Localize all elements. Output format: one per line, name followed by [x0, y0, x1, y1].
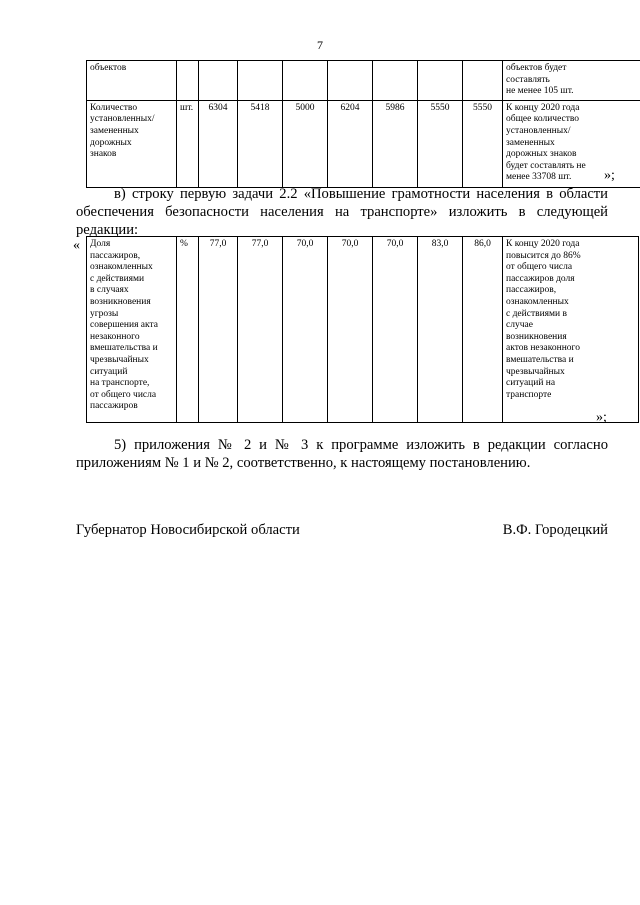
note-line: ситуаций на — [506, 378, 556, 389]
indicator-name-line: пассажиров — [90, 401, 138, 412]
note-line: с действиями в — [506, 308, 567, 319]
paragraph-v-line-3: редакции: — [76, 222, 139, 238]
value-cell: 70,0 — [328, 237, 373, 423]
note-cell — [503, 237, 639, 423]
indicators-table-continuation — [86, 60, 640, 188]
note-line: К концу 2020 года — [506, 102, 580, 113]
note-line: чрезвычайных — [506, 366, 565, 377]
indicator-name-line: совершения акта — [90, 320, 158, 331]
indicator-name-line: замененных — [90, 125, 139, 136]
signatory-name: В.Ф. Городецкий — [502, 522, 608, 538]
note-line: пассажиров, — [506, 285, 557, 296]
note-line: К концу 2020 года — [506, 239, 580, 249]
value-cell — [283, 61, 328, 101]
indicator-name-line: знаков — [90, 149, 117, 160]
value-cell — [238, 61, 283, 101]
paragraph-5-line-2: приложениям № 1 и № 2, соответственно, к настоящему постановлению. — [76, 455, 531, 471]
note-cell — [503, 100, 640, 187]
indicator-name-line: установленных/ — [90, 114, 155, 125]
text-line: обеспечения безопасности населения на транспорте» изложить в следующей — [76, 204, 608, 220]
indicator-name-line: с действиями — [90, 273, 145, 284]
indicator-name-line: Количество — [90, 102, 138, 113]
indicator-name-line: незаконного — [90, 331, 140, 342]
indicator-name-line: объектов — [90, 63, 127, 73]
note-line: повысится до 86% — [506, 250, 581, 261]
closing-quote-mark: »; — [604, 168, 615, 183]
note-line: случае — [506, 320, 533, 331]
unit-cell: % — [177, 237, 199, 423]
value-cell: 70,0 — [283, 237, 328, 423]
note-line: возникновения — [506, 331, 567, 342]
note-line: вмешательства и — [506, 354, 574, 365]
indicator-name-line: вмешательства и — [90, 343, 158, 354]
table-row — [87, 61, 640, 101]
unit-cell — [177, 61, 199, 101]
note-line: составлять — [506, 74, 550, 85]
value-cell: 5986 — [373, 100, 418, 187]
value-cell: 70,0 — [373, 237, 418, 423]
closing-quote-mark: »; — [596, 410, 607, 425]
note-line: установленных/ — [506, 125, 571, 136]
value-cell: 5550 — [418, 100, 463, 187]
text-line: 5) приложения № 2 и № 3 к программе изложить в редакции согласно — [114, 437, 608, 453]
note-line: менее 33708 шт. — [506, 172, 572, 183]
page-number: 7 — [317, 38, 323, 52]
note-line: транспорте — [506, 389, 552, 400]
indicator-name-line: угрозы — [90, 308, 119, 319]
note-line: общее количество — [506, 114, 580, 125]
text-line: в) строку первую задачи 2.2 «Повышение грамотности населения в области — [114, 186, 608, 202]
value-cell: 83,0 — [418, 237, 463, 423]
paragraph-v-line-2 — [76, 203, 608, 221]
indicator-name-line: пассажиров, — [90, 250, 141, 261]
value-cell: 5550 — [463, 100, 503, 187]
note-line: дорожных знаков — [506, 149, 577, 160]
paragraph-5-line-1 — [114, 436, 608, 454]
indicator-name-line: Доля — [90, 239, 111, 249]
indicator-name-line: чрезвычайных — [90, 354, 149, 365]
value-cell: 86,0 — [463, 237, 503, 423]
value-cell: 5000 — [283, 100, 328, 187]
note-line: актов незаконного — [506, 343, 580, 354]
indicator-name-cell — [87, 61, 177, 101]
indicator-name-cell — [87, 237, 177, 423]
indicator-name-line: на транспорте, — [90, 378, 150, 389]
value-cell — [463, 61, 503, 101]
value-cell — [328, 61, 373, 101]
value-cell: 77,0 — [199, 237, 238, 423]
note-line: от общего числа — [506, 262, 573, 273]
indicator-name-line: ознакомленных — [90, 262, 153, 273]
indicator-table-replacement — [86, 236, 639, 423]
value-cell: 6304 — [199, 100, 238, 187]
value-cell — [199, 61, 238, 101]
note-line: пассажиров доля — [506, 273, 575, 284]
note-line: ознакомленных — [506, 296, 569, 307]
indicator-name-line: от общего числа — [90, 389, 157, 400]
indicator-name-cell — [87, 100, 177, 187]
paragraph-v-line-1 — [114, 185, 608, 203]
value-cell — [418, 61, 463, 101]
value-cell: 5418 — [238, 100, 283, 187]
note-cell — [503, 61, 640, 101]
opening-quote-mark: « — [73, 238, 80, 253]
note-line: не менее 105 шт. — [506, 86, 574, 97]
indicator-name-line: в случаях — [90, 285, 129, 296]
note-line: объектов будет — [506, 63, 567, 73]
note-line: замененных — [506, 137, 555, 148]
table-row — [87, 100, 640, 187]
indicator-name-line: ситуаций — [90, 366, 128, 377]
table-row — [87, 237, 639, 423]
indicator-name-line: возникновения — [90, 296, 151, 307]
signatory-position: Губернатор Новосибирской области — [76, 522, 300, 538]
value-cell — [373, 61, 418, 101]
value-cell: 6204 — [328, 100, 373, 187]
unit-cell: шт. — [177, 100, 199, 187]
indicator-name-line: дорожных — [90, 137, 132, 148]
note-line: будет составлять не — [506, 160, 586, 171]
value-cell: 77,0 — [238, 237, 283, 423]
